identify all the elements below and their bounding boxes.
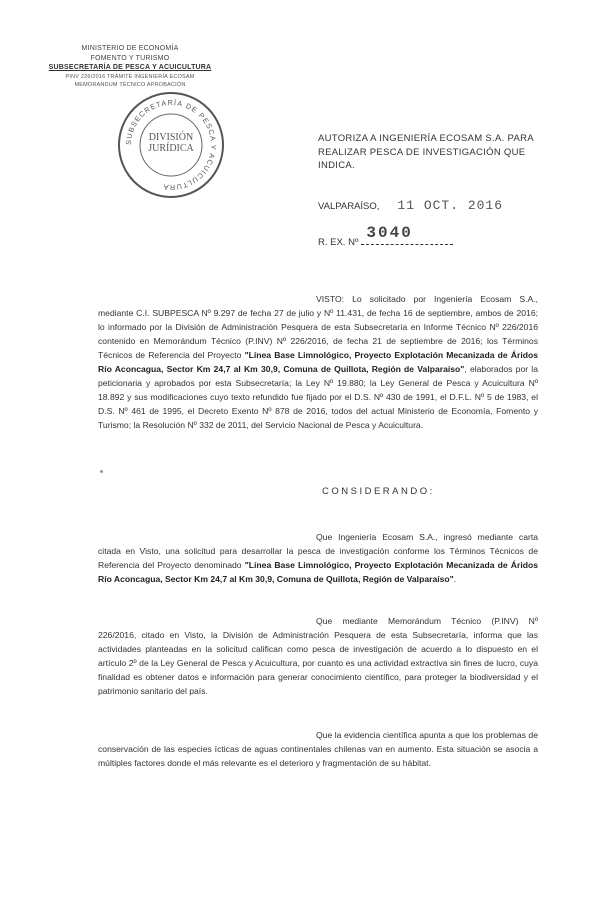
visto-text-1: Lo solicitado por Ingeniería Ecosam S.A., mediante C.I. SUBPESCA Nº 9.297 de fecha 27 de julio y Nº 11.431, de fecha 16 de septiembre, ambos de 2016; lo informado por la División de Administración Pesquera de esta Subsecretaría en Informe Técnico Nº 226/2016 contenido en Memorándum Técnico (P.INV) Nº 226/2016, de fecha 21 de septiembre de 2016; los Términos Técnicos de Referencia del Proyecto <box>98 294 538 360</box>
seal-center-text <box>120 132 222 154</box>
visto-paragraph <box>98 292 538 432</box>
subsecretaria-name: SUBSECRETARÍA DE PESCA Y ACUICULTURA <box>48 64 212 71</box>
seal-center-line-2: JURÍDICA <box>148 143 194 154</box>
ministry-name-2: FOMENTO Y TURISMO <box>90 54 170 62</box>
date-line <box>318 198 503 213</box>
visto-project-name: "Línea Base Limnológico, Proyecto Explotación Mecanizada de Áridos Río Aconcagua, Sector Km 24,7 al Km 30,9, Comuna de Quillota, Región de Valparaíso" <box>98 350 538 374</box>
ministry-name: MINISTERIO DE ECONOMÍA <box>81 45 179 52</box>
division-juridica-seal <box>118 92 224 198</box>
letterhead <box>40 44 220 89</box>
visto-text-2: , elaborados por la peticionaria y aprobados por esta Subsecretaría; la Ley Nº 19.880; la Ley General de Pesca y Acuicultura Nº 18.892 y sus modificaciones cuyo texto refundido fue fijado por el D.S. Nº 430 de 1991, el D.F.L. Nº 5 de 1983, el D.S. Nº 461 de 1995, el Decreto Exento Nº 878 de 2016, todos del actual Ministerio de Economía, Fomento y Turismo; la Resolución Nº 332 de 2011, del Servicio Nacional de Pesca y Acuicultura. <box>98 364 538 430</box>
seal-ring-text: SUBSECRETARÍA DE PESCA Y ACUICULTURA <box>123 97 219 193</box>
date-label: VALPARAÍSO, <box>318 201 380 212</box>
stray-mark <box>100 470 103 473</box>
considerando-paragraph-2: Que mediante Memorándum Técnico (P.INV) Nº 226/2016, citado en Visto, la División de Administración Pesquera de esta Subsecretaría, informa que las actividades planteadas en la solicitud califican como pesca de investigación de acuerdo a lo dispuesto en el artículo 2º de la Ley General de Pesca y Acuicultura, por cuanto es una actividad extractiva sin fines de lucro, cuya finalidad es obtener datos e información para generar conocimiento científico, para proteger la biodiversidad y el patrimonio sanitario del país. <box>98 616 538 696</box>
rex-number: 3040 <box>366 224 413 242</box>
c1-text-2: . <box>453 574 457 584</box>
rex-label: R. EX. Nº <box>318 237 359 248</box>
seal-center-line-1: DIVISIÓN <box>148 132 194 143</box>
c1-text-1: Que Ingeniería Ecosam S.A., ingresó mediante carta citada en Visto, una solicitud para desarrollar la pesca de investigación conforme los Términos Técnicos de Referencia del Proyecto denominado <box>98 532 538 570</box>
considerando-heading: CONSIDERANDO: <box>322 486 435 497</box>
date-stamp: 11 OCT. 2016 <box>397 198 504 213</box>
resolution-number-line <box>318 224 453 250</box>
letterhead-ref-2: MEMORANDUM TÉCNICO APROBACIÓN <box>74 81 186 88</box>
considerando-paragraph-1 <box>98 530 538 586</box>
c1-project-name: "Línea Base Limnológico, Proyecto Explotación Mecanizada de Áridos Río Aconcagua, Sector Km 24,7 al Km 30,9, Comuna de Quillota, Región de Valparaíso" <box>98 560 538 584</box>
letterhead-ref-1: PINV 226/2016 TRÁMITE INGENIERÍA ECOSAM <box>65 73 195 80</box>
considerando-paragraph-3: Que la evidencia científica apunta a que los problemas de conservación de las especies ícticas de aguas continentales chilenas van en aumento. Esta situación se asocia a múltiples factores donde el más relevante es el deterioro y fragmentación de su hábitat. <box>98 730 538 768</box>
visto-lead: VISTO: <box>316 294 345 304</box>
resolution-title: AUTORIZA A INGENIERÍA ECOSAM S.A. PARA REALIZAR PESCA DE INVESTIGACIÓN QUE INDICA. <box>318 133 534 171</box>
rex-underline <box>361 244 453 245</box>
